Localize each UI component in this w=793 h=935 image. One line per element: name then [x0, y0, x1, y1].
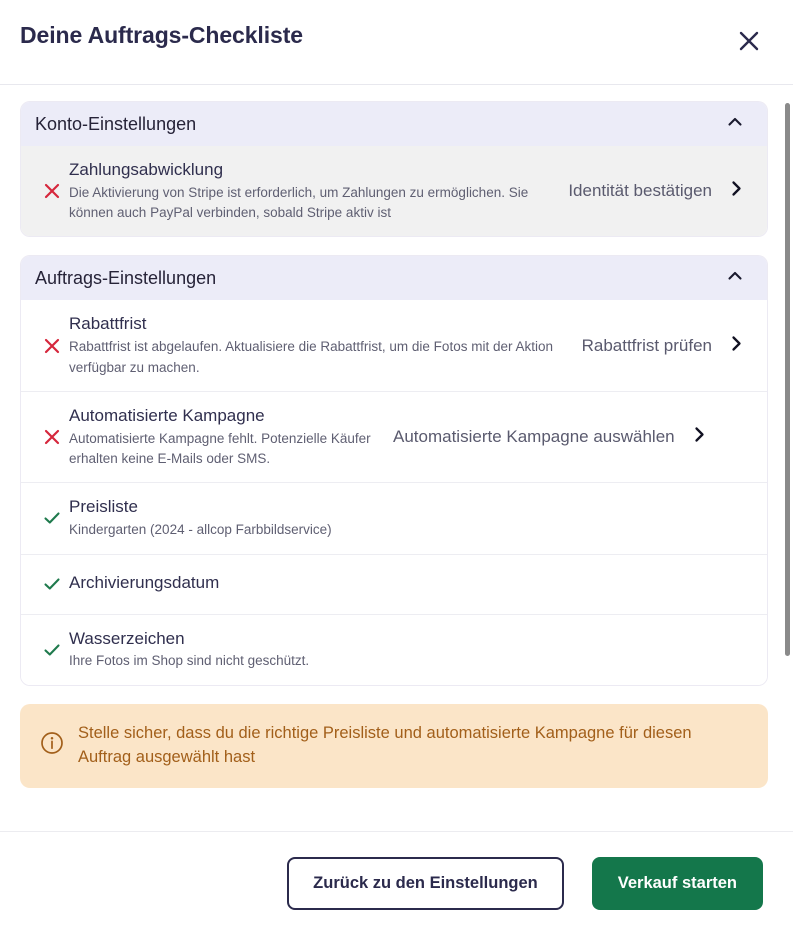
- row-text: [69, 572, 745, 596]
- row-description: Kindergarten (2024 - allcop Farbbildservice): [69, 522, 332, 538]
- checklist-row: [21, 614, 767, 685]
- checklist-row: [21, 482, 767, 553]
- row-action-label: Rabattfrist prüfen: [581, 335, 712, 355]
- row-action-zahlungsabwicklung[interactable]: [568, 180, 745, 202]
- chevron-right-icon: [728, 335, 745, 357]
- x-icon: [35, 336, 69, 356]
- row-text: [69, 496, 745, 540]
- checklist-row[interactable]: [21, 146, 767, 236]
- start-sale-button[interactable]: Verkauf starten: [592, 857, 763, 910]
- row-action-rabattfrist[interactable]: [582, 335, 745, 357]
- row-action-automatisierte-kampagne[interactable]: [393, 426, 708, 448]
- close-button[interactable]: [732, 24, 766, 58]
- sections-container: [20, 101, 768, 686]
- row-title: Wasserzeichen: [69, 628, 185, 648]
- scrollbar-track[interactable]: [785, 103, 790, 809]
- chevron-right-icon: [728, 180, 745, 202]
- row-description: Automatisierte Kampagne fehlt. Potenzielle Käufer erhalten keine E-Mails oder SMS.: [69, 430, 371, 467]
- checklist-row[interactable]: [21, 300, 767, 390]
- chevron-up-icon[interactable]: [725, 266, 745, 291]
- scrollbar-thumb[interactable]: [785, 103, 790, 656]
- chevron-up-icon[interactable]: [725, 112, 745, 137]
- section-auftrags-einstellungen: [20, 255, 768, 685]
- row-title: Archivierungsdatum: [69, 573, 220, 593]
- row-action-label: Identität bestätigen: [568, 181, 712, 201]
- dialog-header: [0, 0, 793, 85]
- row-text: [69, 628, 745, 672]
- checklist-row: [21, 554, 767, 614]
- row-description: Die Aktivierung von Stripe ist erforderlich, um Zahlungen zu ermöglichen. Sie können auch PayPal verbinden, sobald Stripe aktiv ist: [69, 184, 529, 221]
- back-to-settings-button[interactable]: Zurück zu den Einstellungen: [287, 857, 564, 910]
- check-icon: [35, 508, 69, 528]
- section-konto-einstellungen: [20, 101, 768, 237]
- close-icon: [738, 30, 760, 52]
- row-title: Zahlungsabwicklung: [69, 160, 224, 179]
- row-text: [69, 159, 568, 223]
- row-description: Ihre Fotos im Shop sind nicht geschützt.: [69, 653, 310, 669]
- section-title: Auftrags-Einstellungen: [35, 267, 217, 288]
- dialog-footer: [0, 831, 793, 935]
- row-title: Rabattfrist: [69, 314, 147, 334]
- warning-text: Stelle sicher, dass du die richtige Preisliste und automatisierte Kampagne für diesen Auftrag ausgewählt hast: [78, 723, 692, 766]
- row-text: [69, 405, 393, 469]
- warning-banner: [20, 704, 768, 788]
- page-title: Deine Auftrags-Checkliste: [20, 22, 303, 48]
- info-circle-icon: [40, 731, 64, 760]
- section-title: Konto-Einstellungen: [35, 113, 197, 134]
- row-text: [69, 313, 582, 377]
- section-header-auftrags-einstellungen[interactable]: [21, 256, 767, 300]
- x-icon: [35, 427, 69, 447]
- checklist-row[interactable]: [21, 391, 767, 482]
- x-icon: [35, 181, 69, 201]
- row-action-label: Automatisierte Kampagne auswählen: [393, 427, 675, 447]
- row-title: Preisliste: [69, 497, 138, 517]
- checklist-scroll-area[interactable]: [0, 85, 793, 831]
- row-description: Rabattfrist ist abgelaufen. Aktualisiere die Rabattfrist, um die Fotos mit der Aktion verfügbar zu machen.: [69, 339, 553, 375]
- row-title: Automatisierte Kampagne: [69, 405, 265, 425]
- section-header-konto-einstellungen[interactable]: [21, 102, 767, 146]
- check-icon: [35, 640, 69, 660]
- check-icon: [35, 574, 69, 594]
- chevron-right-icon: [691, 426, 708, 448]
